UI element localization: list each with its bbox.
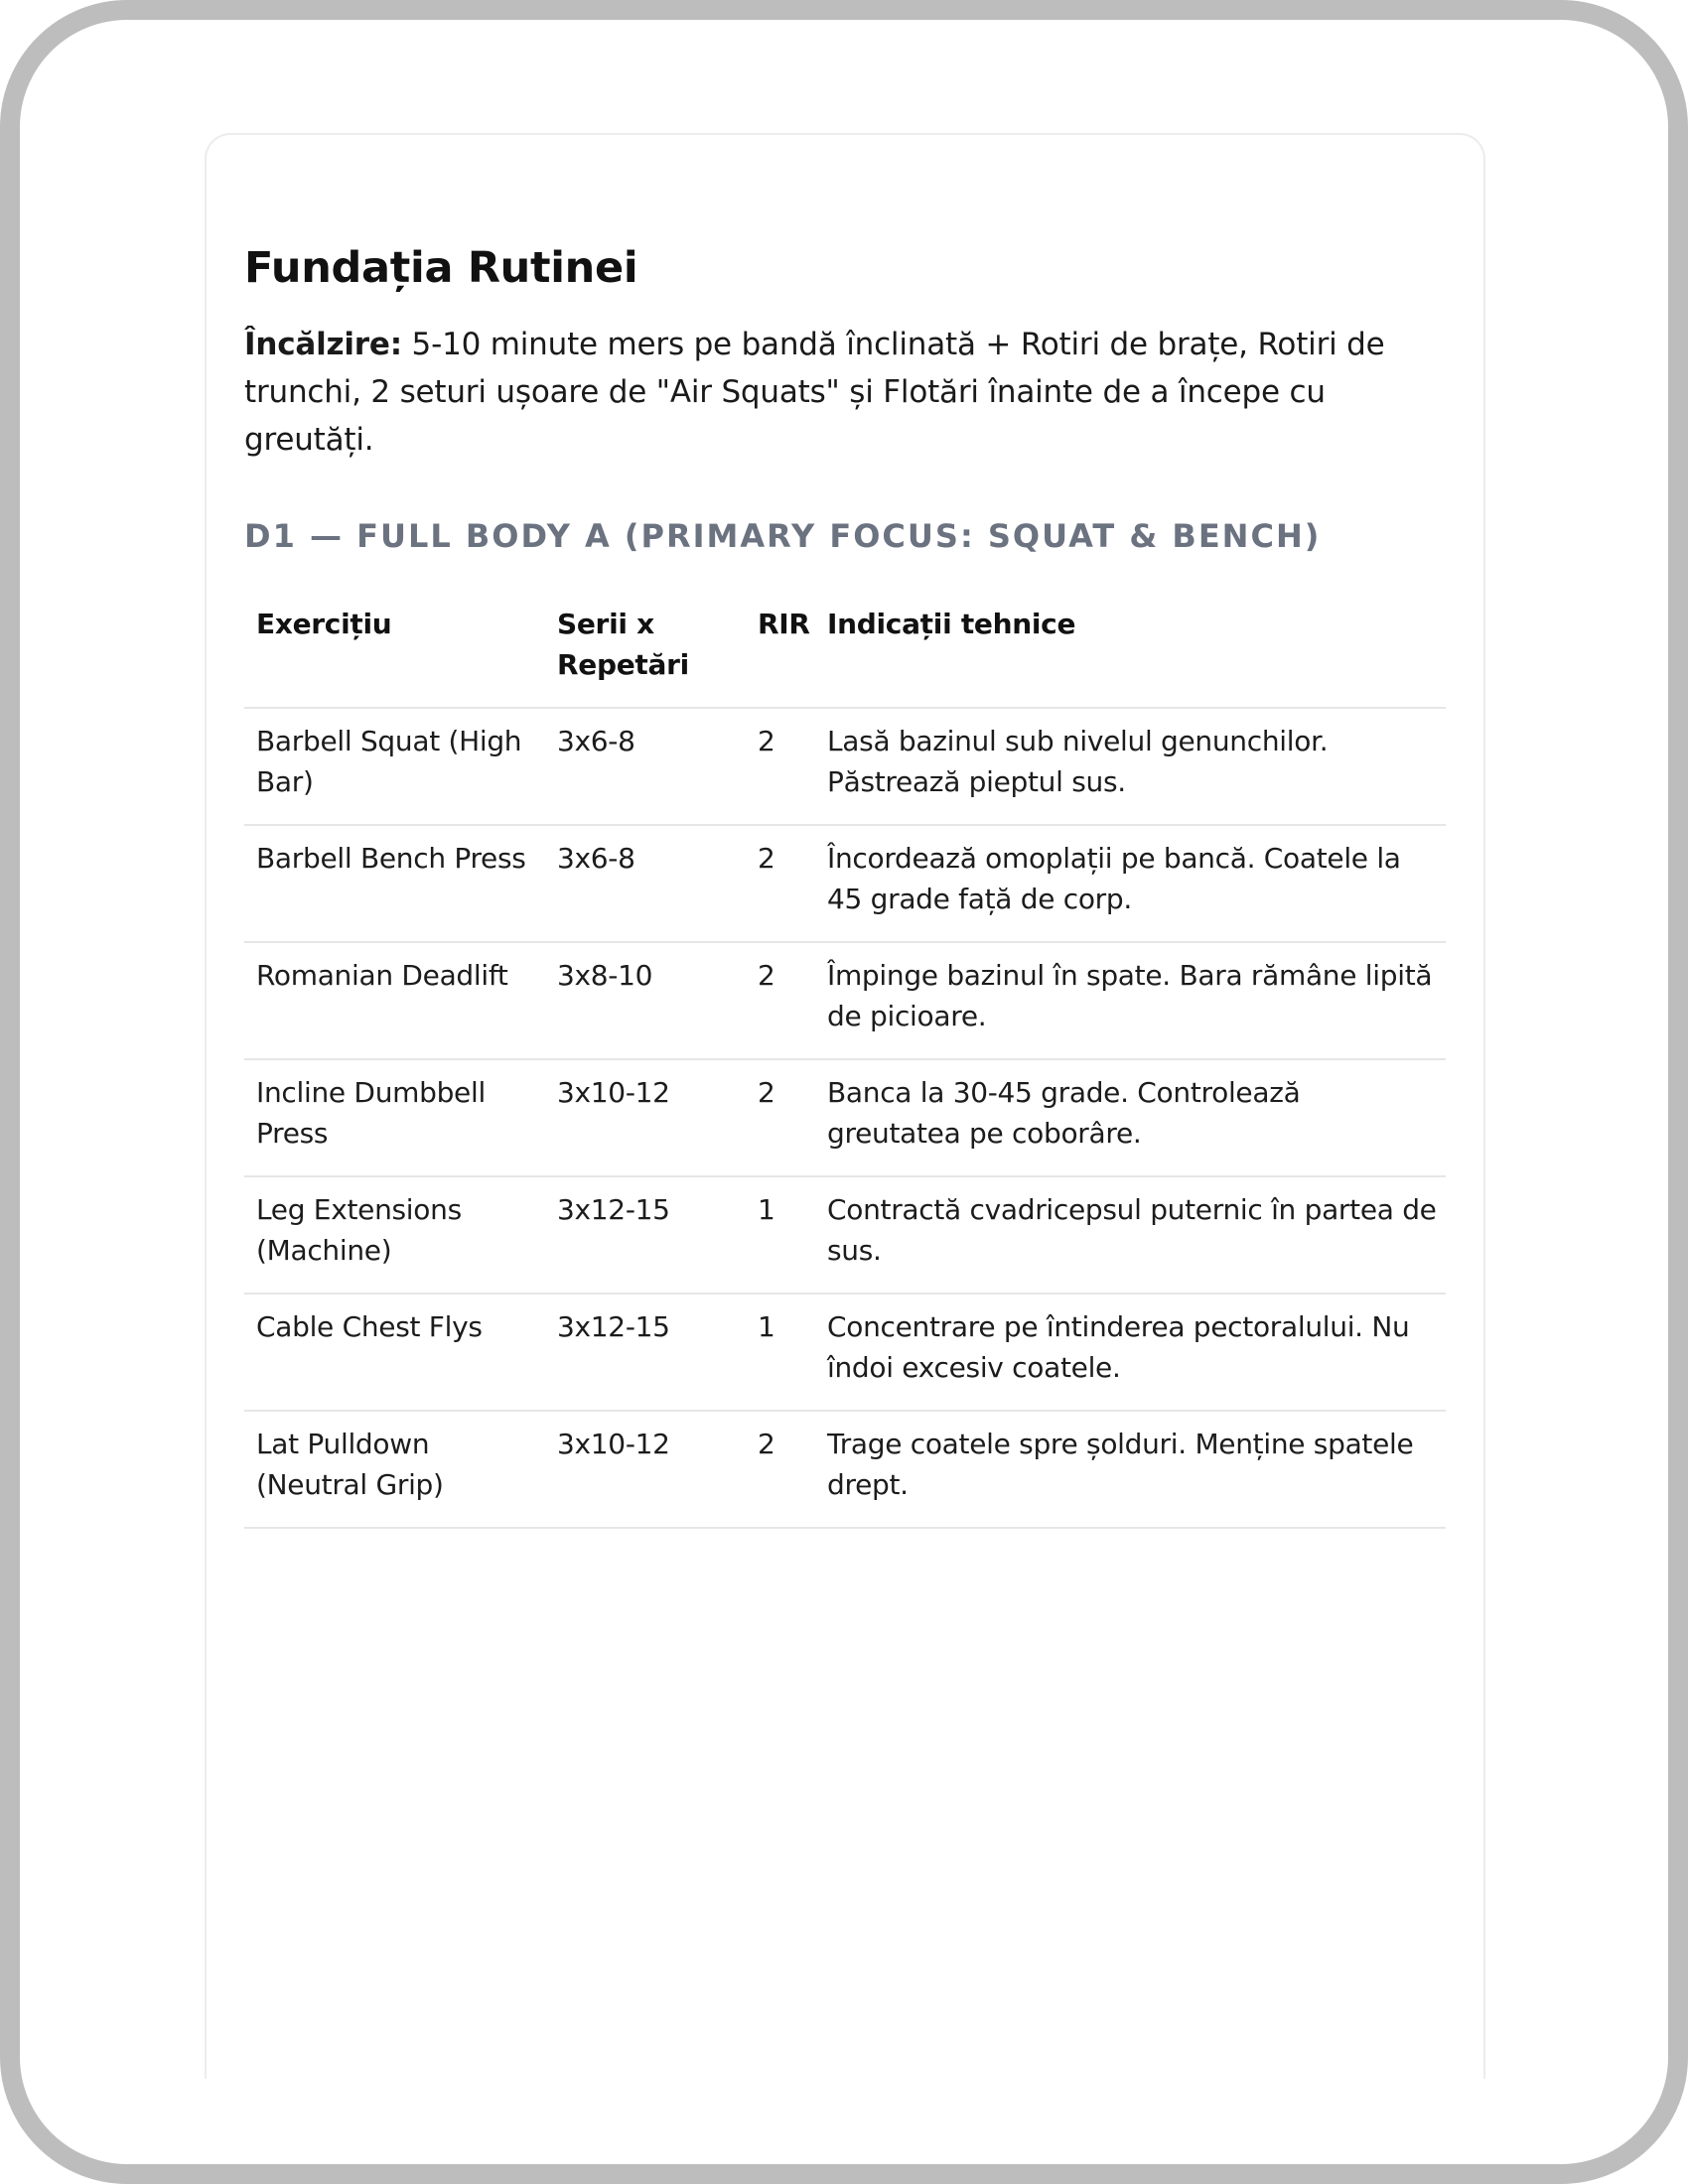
exercise-name: Cable Chest Flys [244,1294,545,1411]
table-row [244,1411,1446,1528]
exercise-name: Romanian Deadlift [244,942,545,1059]
page-title: Fundația Rutinei [244,243,638,293]
technique-note: Împinge bazinul în spate. Bara rămâne lipită de picioare. [815,942,1446,1059]
technique-note: Trage coatele spre șolduri. Menține spatele drept. [815,1411,1446,1528]
table-row [244,1176,1446,1294]
sets-reps: 3x10-12 [545,1411,746,1528]
technique-note: Contractă cvadricepsul puternic în partea de sus. [815,1176,1446,1294]
table-row [244,825,1446,942]
rir-value: 1 [746,1176,815,1294]
table-row [244,1294,1446,1411]
warmup-text: 5-10 minute mers pe bandă înclinată + Rotiri de brațe, Rotiri de trunchi, 2 seturi ușoare de "Air Squats" și Flotări înainte de a începe cu greutăți. [244,327,1385,459]
table-row [244,1059,1446,1176]
sets-reps: 3x12-15 [545,1294,746,1411]
exercise-name: Lat Pulldown (Neutral Grip) [244,1411,545,1528]
column-header-exercise: Exercițiu [244,592,545,708]
warmup-label: Încălzire: [244,327,402,363]
column-header-rir: RIR [746,592,815,708]
sets-reps: 3x10-12 [545,1059,746,1176]
sets-reps: 3x8-10 [545,942,746,1059]
rir-value: 2 [746,708,815,825]
day-heading: D1 — FULL BODY A (PRIMARY FOCUS: SQUAT & BENCH) [244,517,1322,556]
technique-note: Banca la 30-45 grade. Controlează greutatea pe coborâre. [815,1059,1446,1176]
sets-reps: 3x12-15 [545,1176,746,1294]
warmup-paragraph [244,321,1446,464]
exercise-name: Barbell Bench Press [244,825,545,942]
exercise-table [244,592,1446,1529]
column-header-sets-reps: Serii x Repetări [545,592,746,708]
rir-value: 2 [746,1411,815,1528]
rir-value: 1 [746,1294,815,1411]
technique-note: Încordează omoplații pe bancă. Coatele la 45 grade față de corp. [815,825,1446,942]
exercise-name: Incline Dumbbell Press [244,1059,545,1176]
table-header-row [244,592,1446,708]
technique-note: Lasă bazinul sub nivelul genunchilor. Păstrează pieptul sus. [815,708,1446,825]
sets-reps: 3x6-8 [545,708,746,825]
rir-value: 2 [746,825,815,942]
table-row [244,942,1446,1059]
sets-reps: 3x6-8 [545,825,746,942]
rir-value: 2 [746,1059,815,1176]
exercise-name: Barbell Squat (High Bar) [244,708,545,825]
rir-value: 2 [746,942,815,1059]
technique-note: Concentrare pe întinderea pectoralului. Nu îndoi excesiv coatele. [815,1294,1446,1411]
column-header-technique: Indicații tehnice [815,592,1446,708]
routine-card [205,133,1485,2079]
exercise-name: Leg Extensions (Machine) [244,1176,545,1294]
table-row [244,708,1446,825]
